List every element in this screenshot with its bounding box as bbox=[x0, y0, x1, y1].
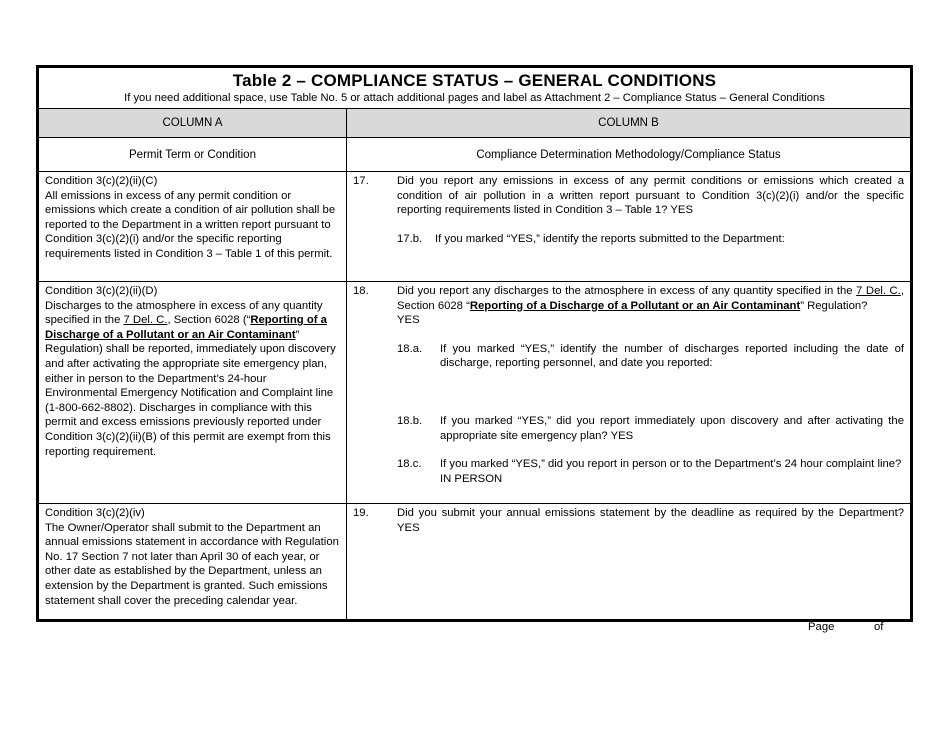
permit-condition-cell bbox=[39, 504, 347, 621]
statute-link: 7 Del. C. bbox=[123, 314, 168, 327]
question-text: Did you submit your annual emissions statement by the deadline as required by the Department? YES bbox=[397, 507, 904, 534]
question-17 bbox=[353, 174, 904, 218]
question-answer: YES bbox=[397, 314, 420, 327]
table-title-row bbox=[39, 68, 910, 109]
permit-condition-cell bbox=[39, 172, 347, 281]
question-19 bbox=[353, 506, 904, 535]
column-b-header: COLUMN B bbox=[598, 117, 659, 129]
sub-question-text: If you marked “YES,” did you report in person or to the Department’s 24 hour complaint line? IN PERSON bbox=[440, 458, 902, 485]
sub-question-text: If you marked “YES,” did you report immediately upon discovery and after activating the appropriate site emergency plan? YES bbox=[440, 414, 904, 442]
question-text: Did you report any discharges to the atmosphere in excess of any quantity specified in the 7 Del. C., Section 6028 “Reporting of a Discharge of a Pollutant or an Air Contaminant” Regulation? YES bbox=[397, 285, 904, 327]
sub-question-number: 18.b. bbox=[397, 414, 423, 427]
question-18b bbox=[397, 414, 904, 443]
condition-id: Condition 3(c)(2)(iv) bbox=[45, 507, 145, 519]
condition-id: Condition 3(c)(2)(ii)(C) bbox=[45, 175, 158, 187]
permit-condition-cell bbox=[39, 282, 347, 503]
regulation-title: Reporting of a Discharge of a Pollutant or an Air Contaminant bbox=[469, 299, 801, 312]
condition-text: The Owner/Operator shall submit to the Department an annual emissions statement in accordance with Regulation No. 17 Section 7 not later than April 30 of each year, or other date as established by the Department, unless an extension by the Department is granted. Such emissions statement shall cover the preceding calendar year. bbox=[45, 521, 339, 607]
question-17b bbox=[353, 232, 904, 247]
condition-text: All emissions in excess of any permit condition or emissions which create a condition of air pollution shall be reported to the Department in a written report pursuant to Condition 3(c)(2)(i) and/or the specific reporting requirements listed in Condition 3 – Table 1 of this permit. bbox=[45, 189, 336, 260]
question-18a bbox=[397, 342, 904, 371]
table-row bbox=[39, 172, 910, 282]
compliance-cell bbox=[347, 504, 910, 621]
statute-link: 7 Del. C. bbox=[856, 285, 901, 297]
question-18 bbox=[353, 284, 904, 328]
sub-question-number: 18.c. bbox=[397, 458, 422, 471]
question-number: 19. bbox=[353, 507, 369, 519]
sub-question-number: 17.b. bbox=[397, 232, 423, 245]
column-a-header: COLUMN A bbox=[39, 109, 347, 137]
sub-question-text: If you marked “YES,” identify the number of discharges reported including the date of discharge, reporting personnel, and date you reported: bbox=[440, 342, 904, 370]
compliance-cell bbox=[347, 172, 910, 281]
column-header-row bbox=[39, 109, 910, 138]
column-subheader-row bbox=[39, 138, 910, 172]
sub-question-number: 18.a. bbox=[397, 342, 423, 355]
question-text: Did you report any emissions in excess of any permit conditions or emissions which created a condition of air pollution in a written report pursuant to Condition 3(c)(2)(i) and/or the specific reporting requirements listed in Condition 3 – Table 1? YES bbox=[397, 175, 904, 217]
regulation-title: Reporting of a Discharge of a Pollutant or an Air Contaminant bbox=[45, 314, 327, 341]
compliance-table bbox=[36, 65, 913, 622]
sub-question-text: If you marked “YES,” identify the reports submitted to the Department: bbox=[435, 232, 785, 245]
question-number: 17. bbox=[353, 175, 369, 187]
table-title: Table 2 – COMPLIANCE STATUS – GENERAL CONDITIONS bbox=[232, 71, 717, 90]
table-subtitle: If you need additional space, use Table No. 5 or attach additional pages and label as Attachment 2 – Compliance Status – General Conditions bbox=[124, 92, 825, 104]
condition-text: Discharges to the atmosphere in excess of any quantity specified in the 7 Del. C., Section 6028 (“Reporting of a Discharge of a Pollutant or an Air Contaminant” Regulation) shall be reported, immediately upon discovery and after activating the appropriate site emergency plan, either in person to the Department’s 24-hour Environmental Emergency Notification and Complaint line (1-800-662-8802). Discharges in compliance with this permit and excess emissions previously reported under Condition 3(c)(2)(ii)(B) of this permit are exempt from this reporting requirement. bbox=[45, 299, 336, 458]
question-number: 18. bbox=[353, 285, 369, 297]
table-row bbox=[39, 504, 910, 621]
column-a-subheader: Permit Term or Condition bbox=[39, 138, 347, 171]
condition-id: Condition 3(c)(2)(ii)(D) bbox=[45, 285, 158, 297]
question-18c bbox=[397, 457, 904, 486]
compliance-cell bbox=[347, 282, 910, 503]
page-label: Page bbox=[808, 621, 835, 633]
of-label: of bbox=[874, 621, 884, 633]
column-b-subheader: Compliance Determination Methodology/Compliance Status bbox=[476, 148, 781, 161]
table-row bbox=[39, 282, 910, 504]
